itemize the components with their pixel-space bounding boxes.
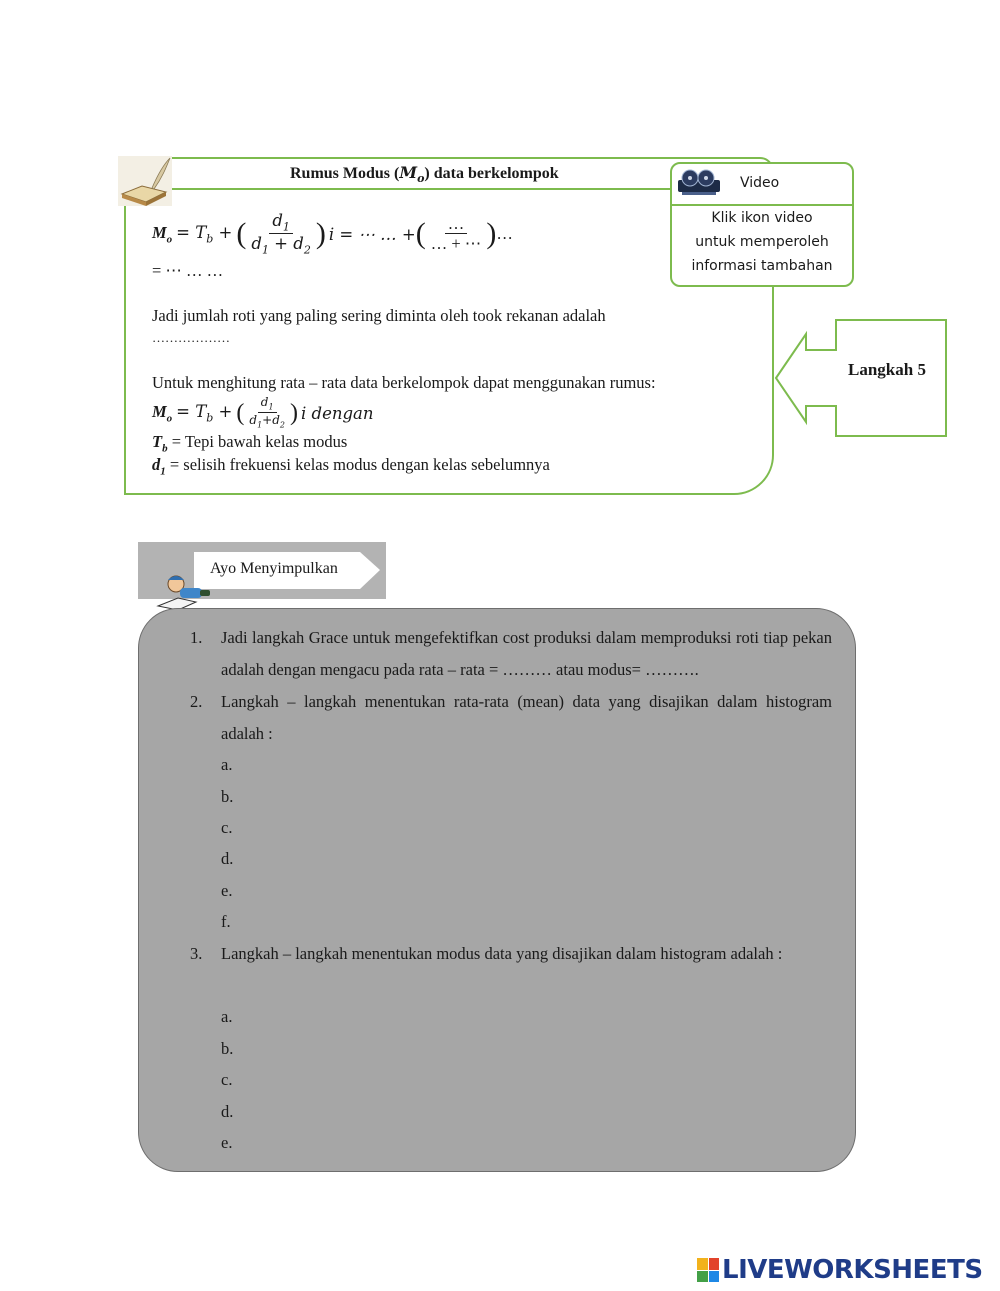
film-reel-icon[interactable]: [676, 168, 722, 198]
step-label: Langkah 5: [848, 360, 926, 379]
video-label: Video: [740, 175, 780, 191]
hint-intro: Untuk menghitung rata – rata data berkelompok dapat menggunakan rumus:: [152, 373, 656, 392]
formula-end[interactable]: …: [496, 224, 513, 244]
mean-step-d[interactable]: d.: [221, 849, 234, 868]
conclusion-item-3: [190, 938, 832, 970]
hint-formula: $M_o$ = $T_b$ + ( $\frac{d_1}{d_1+d_2}$ ) i dengan: [152, 395, 374, 430]
logo-mark-icon: [697, 1258, 719, 1282]
book-quill-icon: [118, 156, 172, 206]
mode-step-b[interactable]: b.: [221, 1039, 234, 1058]
mode-step-c[interactable]: c.: [221, 1070, 233, 1089]
conclusion-text: Jadi jumlah roti yang paling sering diminta oleh took rekanan adalah: [152, 306, 606, 325]
mean-step-e[interactable]: e.: [221, 881, 233, 900]
mean-step-f[interactable]: f.: [221, 912, 231, 931]
logo-text: LIVEWORKSHEETS: [722, 1255, 983, 1285]
formula-title: Rumus Modus $(M_o)$ data berkelompok: [290, 163, 559, 186]
mode-step-e[interactable]: e.: [221, 1133, 233, 1152]
liveworksheets-logo: [697, 1255, 983, 1285]
formula-tail: i = ⋯ … +: [328, 224, 416, 244]
video-box[interactable]: [670, 162, 854, 287]
mode-formula: $M_o$ = $T_b$ + ( $\frac{d_1}{d_1 + d_2}$ ) i = ⋯ … + ( $\frac{\dots}{\dots + \cdots}$ ) …: [152, 211, 513, 257]
conclusion-blank[interactable]: ………………: [152, 330, 230, 345]
formula-blank-fraction[interactable]: [428, 215, 485, 254]
mean-step-a[interactable]: a.: [221, 755, 233, 774]
item-number: 2.: [190, 692, 203, 711]
tb-definition: $T_b$ = Tepi bawah kelas modus: [152, 432, 348, 455]
item-text: Langkah – langkah menentukan rata-rata (mean) data yang disajikan dalam histogram adalah :: [221, 692, 832, 743]
item-text: Langkah – langkah menentukan modus data yang disajikan dalam histogram adalah :: [221, 944, 783, 963]
video-header: [672, 164, 852, 206]
formula-fraction: $\frac{d_1}{d_1 + d_2}$: [251, 211, 311, 257]
item-number: 1.: [190, 628, 203, 647]
conclusion-item-1: [190, 622, 832, 685]
mode-step-d[interactable]: d.: [221, 1102, 234, 1121]
mean-step-b[interactable]: b.: [221, 787, 234, 806]
blank-numerator[interactable]: …: [445, 215, 468, 234]
hint-formula-suffix: i dengan: [301, 403, 374, 423]
conclude-header-label: Ayo Menyimpulkan: [210, 560, 338, 577]
mode-step-a[interactable]: a.: [221, 1007, 233, 1026]
mean-step-c[interactable]: c.: [221, 818, 233, 837]
conclusion-item-2: [190, 686, 832, 749]
d1-definition: $d_1$ = selisih frekuensi kelas modus dengan kelas sebelumnya: [152, 455, 550, 478]
item-text[interactable]: Jadi langkah Grace untuk mengefektifkan cost produksi dalam memproduksi roti tiap pekan adalah dengan mengacu pada rata – rata = ……… atau modus= ……….: [221, 628, 832, 679]
blank-denominator[interactable]: … + ⋯: [430, 234, 482, 254]
video-description: Klik ikon video untuk memperoleh informasi tambahan: [691, 210, 833, 274]
formula-result-line[interactable]: = ⋯ … …: [152, 261, 224, 280]
item-number: 3.: [190, 944, 203, 963]
reading-kid-icon: [156, 570, 212, 610]
formula-mo: $M_o$: [152, 223, 173, 246]
